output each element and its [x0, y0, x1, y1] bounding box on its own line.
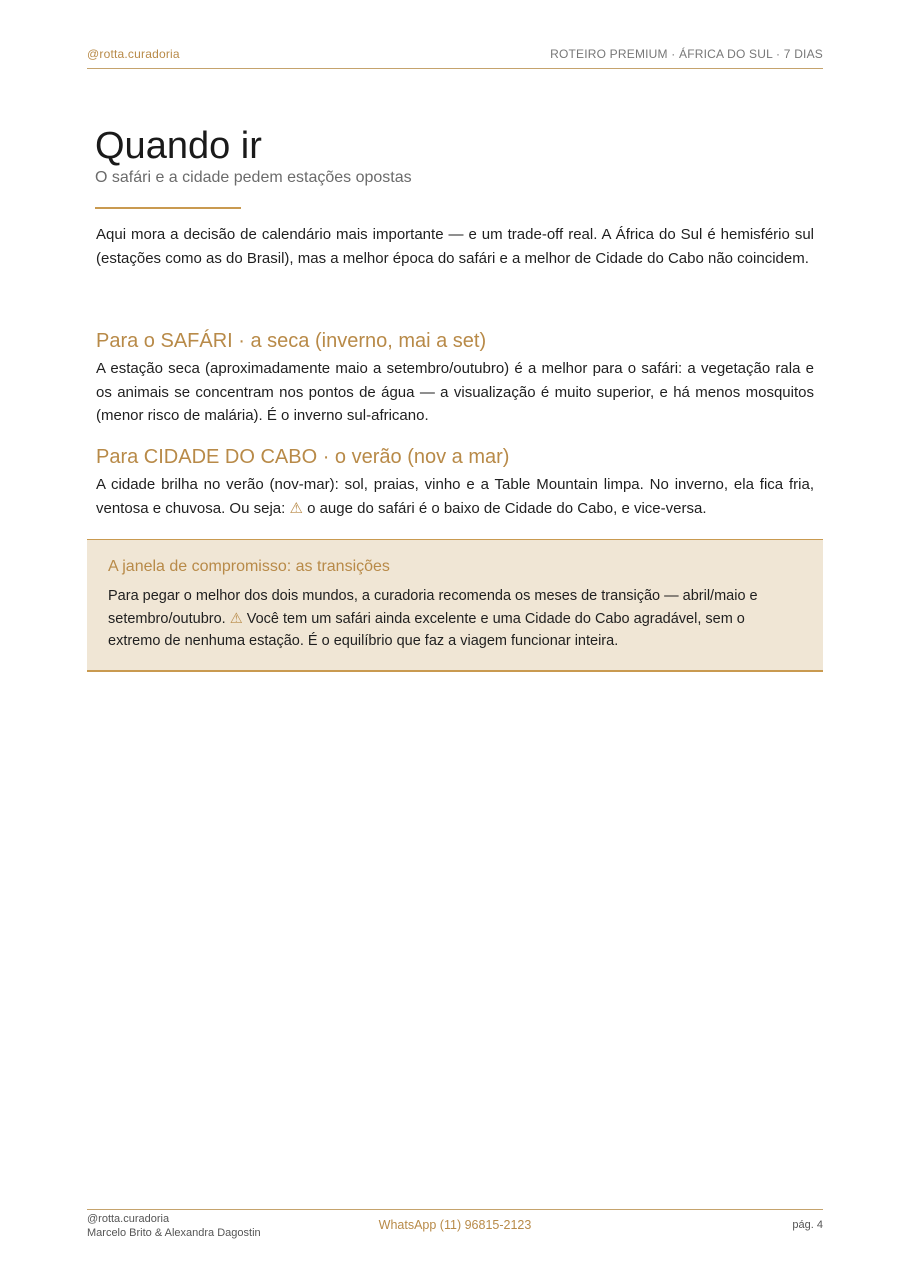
cidade-paragraph [96, 473, 814, 520]
page-number: pág. 4 [792, 1219, 823, 1231]
footer-authors: Marcelo Brito & Alexandra Dagostin [87, 1227, 261, 1239]
page-subtitle: O safári e a cidade pedem estações opostas [95, 169, 412, 186]
callout-text-before: Para pegar o melhor dos dois mundos, a curadoria recomenda os meses de transição — abril/maio e setembro/outubro. [108, 588, 758, 627]
page-footer [87, 1209, 823, 1250]
safari-paragraph: A estação seca (aproximadamente maio a setembro/outubro) é a melhor para o safári: a vegetação rala e os animais se concentram nos pontos de água — a visualização é muito superior, e há menos mosquitos (menor risco de malária). É o inverno sul-africano. [96, 360, 814, 424]
callout-title: A janela de compromisso: as transições [108, 558, 390, 575]
callout-text [108, 585, 801, 653]
title-divider [95, 207, 241, 209]
warning-icon: ⚠ [229, 610, 243, 627]
cidade-text-before: A cidade brilha no verão (nov-mar): sol, praias, vinho e a Table Mountain limpa. No inverno, ela fica fria, ventosa e chuvosa. Ou seja: [96, 476, 814, 517]
header-brand: @rotta.curadoria [87, 47, 180, 61]
page-header [87, 46, 823, 69]
intro-paragraph: Aqui mora a decisão de calendário mais importante — e um trade-off real. A África do Sul é hemisfério sul (estações como as do Brasil), mas a melhor época do safári e a melhor de Cidade do Cabo não coincidem. [96, 226, 814, 267]
safari-heading: Para o SAFÁRI · a seca (inverno, mai a set) [96, 330, 487, 352]
warning-icon: ⚠ [289, 499, 303, 517]
footer-contact[interactable]: WhatsApp (11) 96815-2123 [378, 1218, 532, 1232]
cidade-heading: Para CIDADE DO CABO · o verão (nov a mar) [96, 446, 510, 468]
compromise-callout [87, 539, 823, 672]
header-doc-title: ROTEIRO PREMIUM · ÁFRICA DO SUL · 7 DIAS [550, 47, 823, 61]
footer-brand: @rotta.curadoria [87, 1213, 170, 1225]
callout-text-after: Você tem um safári ainda excelente e uma Cidade do Cabo agradável, sem o extremo de nenhuma estação. É o equilíbrio que faz a viagem funcionar inteira. [108, 610, 745, 649]
page-title: Quando ir [95, 125, 262, 167]
cidade-text-after: o auge do safári é o baixo de Cidade do Cabo, e vice-versa. [302, 499, 707, 517]
